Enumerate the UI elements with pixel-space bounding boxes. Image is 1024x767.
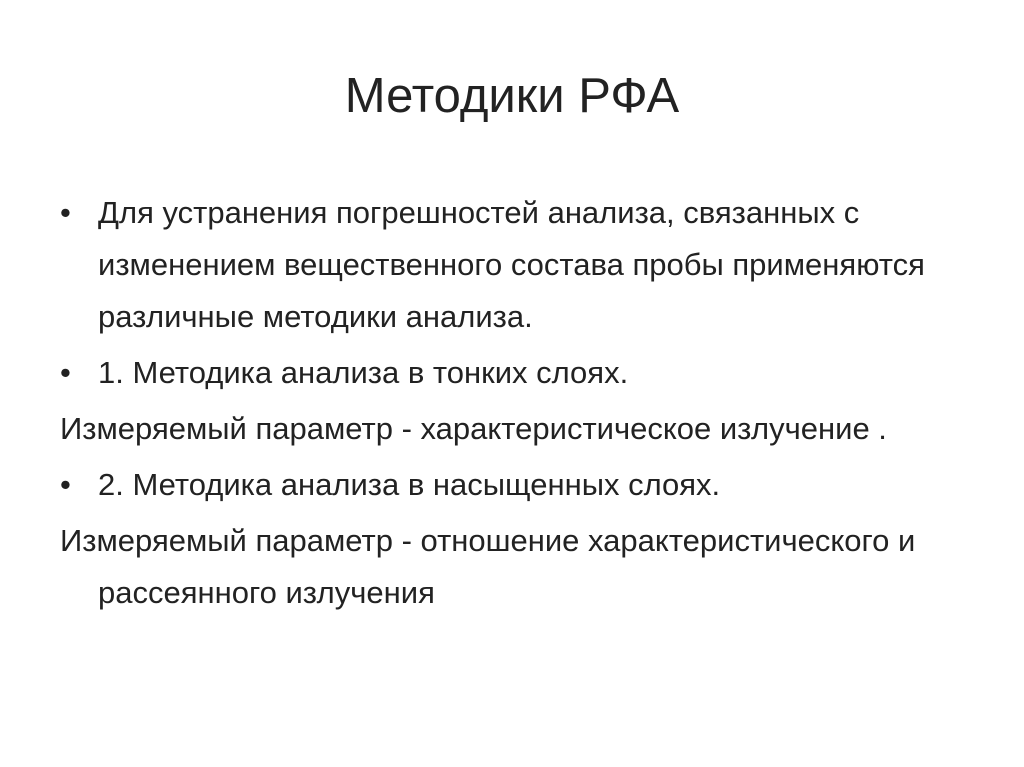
paragraph-text: Измеряемый параметр - отношение характеристического и рассеянного излучения xyxy=(60,523,916,610)
slide-body xyxy=(60,187,980,623)
slide-title: Методики РФА xyxy=(344,69,680,123)
paragraph-text: Для устранения погрешностей анализа, связанных с изменением вещественного состава пробы применяются различные методики анализа. xyxy=(98,195,925,334)
plain-paragraph xyxy=(60,403,980,455)
bullet-paragraph xyxy=(60,459,980,511)
plain-paragraph xyxy=(60,515,980,619)
paragraph-text: 2. Методика анализа в насыщенных слоях. xyxy=(98,467,721,502)
bullet-dot: • xyxy=(60,195,71,230)
paragraph-text: 1. Методика анализа в тонких слоях. xyxy=(98,355,629,390)
paragraph-text: Измеряемый параметр - характеристическое излучение . xyxy=(60,411,887,446)
bullet-paragraph xyxy=(60,187,980,343)
bullet-dot: • xyxy=(60,467,71,502)
bullet-paragraph xyxy=(60,347,980,399)
bullet-dot: • xyxy=(60,355,71,390)
